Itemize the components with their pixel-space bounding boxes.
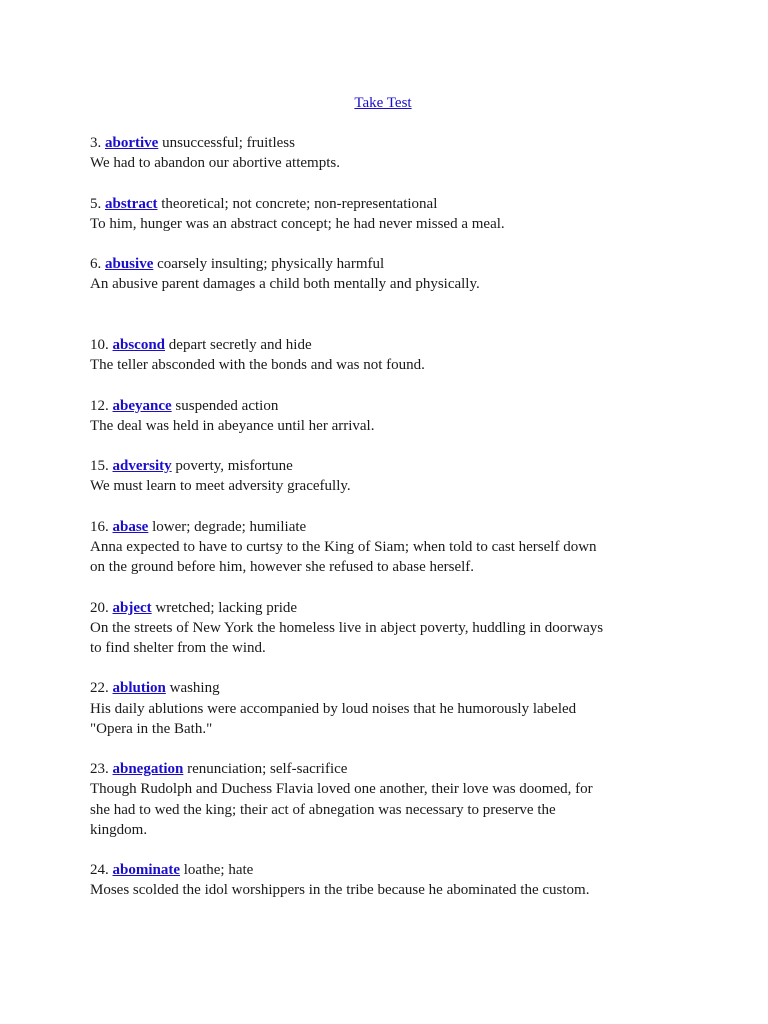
vocab-entry: [90, 456, 710, 496]
entry-number: 16.: [90, 518, 109, 535]
vocabulary-list: [90, 133, 710, 901]
definition: washing: [169, 680, 220, 697]
vocab-entry: [90, 335, 710, 375]
vocab-entry: [90, 396, 710, 436]
vocab-entry: [90, 598, 710, 659]
entry-number: 3.: [90, 135, 102, 151]
vocab-entry: [90, 759, 710, 840]
definition: coarsely insulting; physically harmful: [157, 256, 385, 273]
vocab-headline: [90, 598, 710, 618]
definition: poverty, misfortune: [175, 458, 293, 475]
entry-number: 12.: [90, 397, 109, 414]
example-sentence-line: Though Rudolph and Duchess Flavia loved one another, their love was doomed, for: [90, 781, 593, 798]
example-sentence-line: The deal was held in abeyance until her arrival.: [90, 417, 375, 434]
example-sentence-line: Moses scolded the idol worshippers in the tribe because he abominated the custom.: [90, 882, 590, 899]
vocab-word-link[interactable]: abscond: [112, 336, 166, 353]
vocab-entry: [90, 254, 710, 294]
vocab-headline: [90, 517, 710, 537]
vocab-entry: [90, 860, 710, 900]
example-sentence-line: On the streets of New York the homeless live in abject poverty, huddling in doorways: [90, 619, 604, 636]
vocab-word-link[interactable]: ablution: [112, 680, 166, 697]
vocab-word-link[interactable]: abeyance: [112, 397, 172, 414]
take-test-link[interactable]: Take Test: [354, 95, 412, 111]
definition: renunciation; self-sacrifice: [187, 761, 348, 778]
definition: unsuccessful; fruitless: [162, 135, 295, 151]
entry-number: 6.: [90, 256, 102, 273]
entry-number: 22.: [90, 680, 109, 697]
vocab-word-link[interactable]: adversity: [112, 458, 172, 475]
vocab-headline: [90, 133, 710, 153]
vocab-headline: [90, 396, 710, 416]
example-sentence-line: An abusive parent damages a child both mentally and physically.: [90, 276, 480, 293]
vocab-headline: [90, 678, 710, 698]
vocab-entry: [90, 678, 710, 739]
example-sentence-line: Anna expected to have to curtsy to the King of Siam; when told to cast herself down: [90, 538, 597, 555]
vocab-entry: [90, 194, 710, 234]
vocab-entry: [90, 517, 710, 578]
definition: depart secretly and hide: [168, 336, 312, 353]
entry-number: 5.: [90, 195, 102, 212]
vocab-word-link[interactable]: abase: [112, 518, 149, 535]
example-sentence-line: We must learn to meet adversity gracefully.: [90, 478, 351, 495]
vocab-word-link[interactable]: abusive: [105, 256, 154, 273]
entry-number: 24.: [90, 862, 109, 879]
example-sentence-line: "Opera in the Bath.": [90, 720, 213, 737]
entry-number: 10.: [90, 336, 109, 353]
definition: suspended action: [175, 397, 279, 414]
definition: loathe; hate: [183, 862, 254, 879]
example-sentence-line: to find shelter from the wind.: [90, 639, 266, 656]
example-sentence-line: she had to wed the king; their act of abnegation was necessary to preserve the: [90, 801, 556, 818]
vocab-headline: [90, 335, 710, 355]
example-sentence-line: To him, hunger was an abstract concept; he had never missed a meal.: [90, 215, 505, 232]
vocab-word-link[interactable]: abject: [112, 599, 152, 616]
example-sentence-line: kingdom.: [90, 821, 148, 838]
entry-number: 23.: [90, 761, 109, 778]
vocab-headline: [90, 194, 710, 214]
definition: lower; degrade; humiliate: [152, 518, 307, 535]
entry-number: 15.: [90, 458, 109, 475]
vocab-entry: [90, 133, 710, 173]
vocab-headline: [90, 759, 710, 779]
definition: wretched; lacking pride: [155, 599, 298, 616]
vocab-word-link[interactable]: abominate: [112, 862, 180, 879]
definition: theoretical; not concrete; non-representational: [161, 195, 438, 212]
vocab-headline: [90, 860, 710, 880]
vocab-word-link[interactable]: abstract: [105, 195, 158, 212]
example-sentence-line: The teller absconded with the bonds and was not found.: [90, 357, 425, 374]
example-sentence-line: His daily ablutions were accompanied by loud noises that he humorously labeled: [90, 700, 577, 717]
example-sentence-line: on the ground before him, however she refused to abase herself.: [90, 559, 475, 576]
title-row: [90, 93, 676, 113]
example-sentence-line: We had to abandon our abortive attempts.: [90, 155, 340, 172]
entry-number: 20.: [90, 599, 109, 616]
vocab-headline: [90, 456, 710, 476]
document-page: [90, 93, 710, 921]
vocab-word-link[interactable]: abortive: [105, 135, 159, 151]
vocab-headline: [90, 254, 710, 274]
vocab-word-link[interactable]: abnegation: [112, 761, 184, 778]
